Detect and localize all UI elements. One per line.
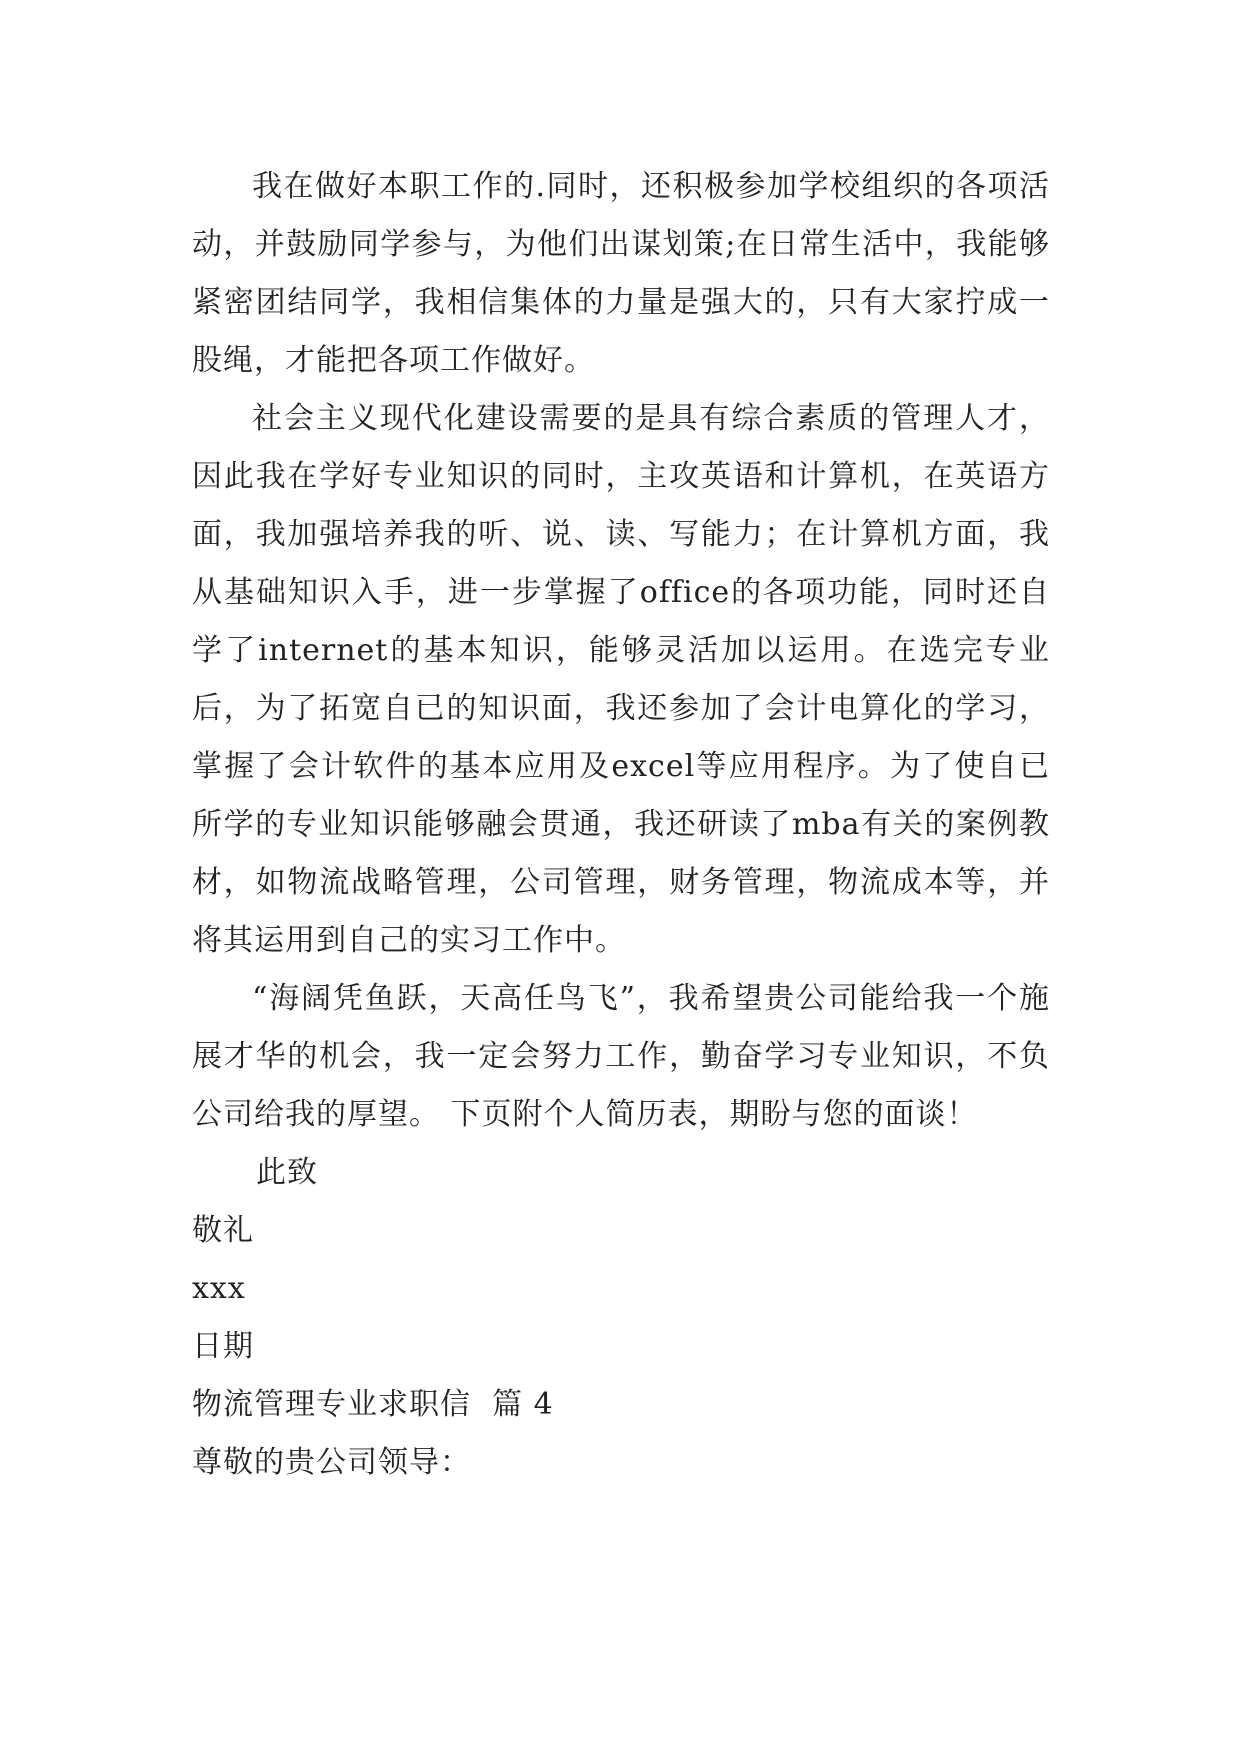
date-line: 日期 [192, 1329, 254, 1364]
section-title: 物流管理专业求职信 篇 4 [192, 1387, 554, 1422]
salutation: 敬礼 [192, 1213, 254, 1248]
greeting-line: 尊敬的贵公司领导： [192, 1445, 471, 1480]
signature: xxx [192, 1271, 246, 1306]
closing-phrase: 此致 [256, 1155, 318, 1190]
paragraph-skills: 社会主义现代化建设需要的是具有综合素质的管理人才，因此我在学好专业知识的同时，主攻英语和计算机，在英语方面，我加强培养我的听、说、读、写能力；在计算机方面，我从基础知识入手，进一步掌握了office的各项功能，同时还自学了internet的基本知识，能够灵活加以运用。在选完专业后，为了拓宽自已的知识面，我还参加了会计电算化的学习，掌握了会计软件的基本应用及excel等应用程序。为了使自已所学的专业知识能够融会贯通，我还研读了mba有关的案例教材，如物流战略管理，公司管理，财务管理，物流成本等，并将其运用到自己的实习工作中。 [192, 401, 1050, 958]
paragraph-closing-request: “海阔凭鱼跃，天高任鸟飞”，我希望贵公司能给我一个施展才华的机会，我一定会努力工作，勤奋学习专业知识，不负公司给我的厚望。 下页附个人简历表，期盼与您的面谈！ [192, 981, 1050, 1132]
paragraph-activities: 我在做好本职工作的.同时，还积极参加学校组织的各项活动，并鼓励同学参与，为他们出谋划策;在日常生活中，我能够紧密团结同学，我相信集体的力量是强大的，只有大家拧成一股绳，才能把各项工作做好。 [192, 169, 1050, 378]
letter-body [192, 158, 1050, 1492]
